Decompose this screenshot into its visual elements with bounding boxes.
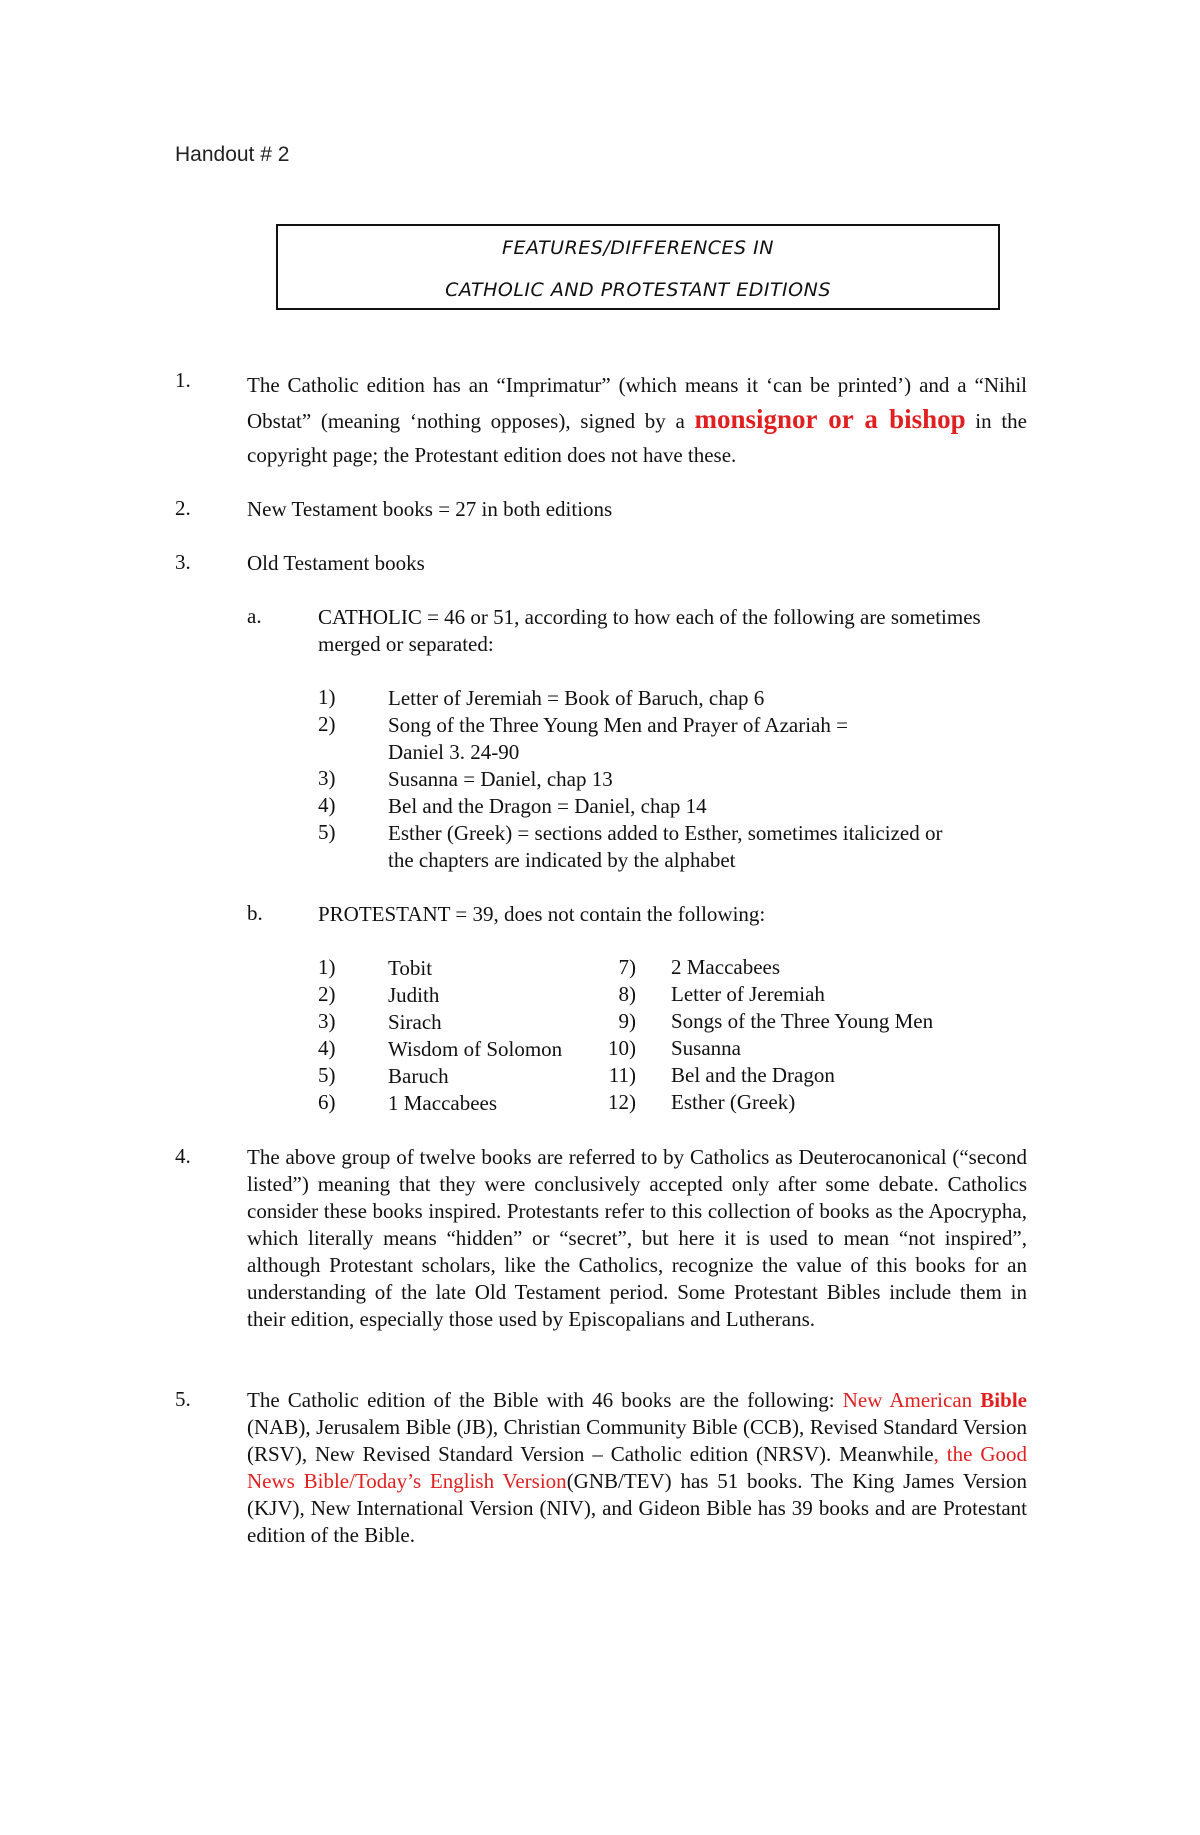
item-1-highlight: monsignor or a bishop [694, 404, 966, 434]
list-item-number: 9) [618, 1009, 636, 1033]
list-item-text: Tobit [388, 956, 433, 980]
item-1-number: 1. [175, 368, 191, 392]
list-item-text: Bel and the Dragon = Daniel, chap 14 [388, 794, 707, 818]
item-5-text [247, 1387, 1027, 1549]
list-item-text: Wisdom of Solomon [388, 1037, 563, 1061]
item-5-red-1: New American [842, 1388, 981, 1412]
list-item-text: Sirach [388, 1010, 442, 1034]
item-3-number: 3. [175, 550, 191, 574]
list-item-number: 7) [618, 955, 636, 979]
list-item-text: Song of the Three Young Men and Prayer of Azariah = [388, 713, 848, 737]
list-item-text: 1 Maccabees [388, 1091, 498, 1115]
item-1-text-a: The Catholic edition has an “Imprimatur” (which means it ‘can be printed’) and a “Nihil Obstat” (meaning ‘nothing opposes), signed by a [247, 373, 1027, 433]
list-item-text: Letter of Jeremiah = Book of Baruch, chap 6 [388, 686, 765, 710]
item-5-red-1b: Bible [980, 1388, 1027, 1412]
list-item-number: 10) [608, 1036, 636, 1060]
item-4-text: The above group of twelve books are referred to by Catholics as Deuterocanonical (“second listed”) meaning that they were conclusively accepted only after some debate. Catholics consider these books inspired. Protestants refer to this collection of books as the Apocrypha, which literally means “hidden” or “secret”, but here it is used to mean “not inspired”, although Protestant scholars, like the Catholics, recognize the value of this books for an understanding of the late Old Testament period. Some Protestant Bibles include them in their edition, especially those used by Episcopalians and Lutherans. [247, 1145, 1027, 1331]
list-item-number: 1) [318, 955, 336, 979]
list-item-number: 5) [318, 820, 336, 844]
list-item-text-continued: Daniel 3. 24-90 [388, 740, 520, 764]
list-item-number: 3) [318, 766, 336, 790]
item-3b-letter: b. [247, 901, 263, 925]
item-2-text: New Testament books = 27 in both editions [247, 497, 613, 521]
item-1-text-b: in the copyright page; the Protestant edition does not have these. [247, 409, 1027, 467]
item-5-text-2: (NAB), Jerusalem Bible (JB), Christian Community Bible (CCB), Revised Standard Version (RSV), New Revised Standard Version – Catholic edition (NRSV). Meanwhile [247, 1415, 1027, 1466]
list-item-text-continued: the chapters are indicated by the alphabet [388, 848, 736, 872]
list-item-number: 2) [318, 982, 336, 1006]
handout-number: Handout # 2 [175, 143, 290, 166]
list-item-text: Esther (Greek) [671, 1090, 796, 1114]
list-item-text: Susanna = Daniel, chap 13 [388, 767, 613, 791]
item-1-text [247, 368, 1027, 472]
item-3-text: Old Testament books [247, 551, 425, 575]
list-item-number: 4) [318, 793, 336, 817]
list-item-number: 1) [318, 685, 336, 709]
list-item-number: 4) [318, 1036, 336, 1060]
item-5-text-1: The Catholic edition of the Bible with 46 books are the following: [247, 1388, 843, 1412]
item-3b-text: PROTESTANT = 39, does not contain the following: [318, 902, 766, 926]
list-item-text: Esther (Greek) = sections added to Esther, sometimes italicized or [388, 821, 943, 845]
item-5-number: 5. [175, 1387, 191, 1411]
title-box [276, 224, 1000, 310]
item-3a-letter: a. [247, 604, 262, 628]
list-item-number: 12) [608, 1090, 636, 1114]
list-item-text: Bel and the Dragon [671, 1063, 835, 1087]
list-item-text: Susanna [671, 1036, 741, 1060]
list-item-number: 5) [318, 1063, 336, 1087]
title-line-2: CATHOLIC AND PROTESTANT EDITIONS [445, 279, 831, 301]
list-item-text: Baruch [388, 1064, 449, 1088]
list-item-text: Letter of Jeremiah [671, 982, 825, 1006]
list-item-number: 11) [608, 1063, 636, 1087]
list-item-text: 2 Maccabees [671, 955, 781, 979]
list-item-number: 6) [318, 1090, 336, 1114]
item-2-number: 2. [175, 496, 191, 520]
item-5-red-2: , the Good News Bible/Today’s English Version [247, 1442, 1027, 1493]
list-item-number: 2) [318, 712, 336, 736]
item-3a-text: CATHOLIC = 46 or 51, according to how each of the following are sometimes merged or separated: [318, 605, 981, 656]
list-item-number: 3) [318, 1009, 336, 1033]
list-item-number: 8) [618, 982, 636, 1006]
item-5-text-3: (GNB/TEV) has 51 books. The King James Version (KJV), New International Version (NIV), and Gideon Bible has 39 books and are Protestant edition of the Bible. [247, 1469, 1028, 1547]
list-item-text: Songs of the Three Young Men [671, 1009, 934, 1033]
item-4-number: 4. [175, 1144, 191, 1168]
title-line-1: FEATURES/DIFFERENCES IN [502, 237, 774, 259]
list-item-text: Judith [388, 983, 440, 1007]
